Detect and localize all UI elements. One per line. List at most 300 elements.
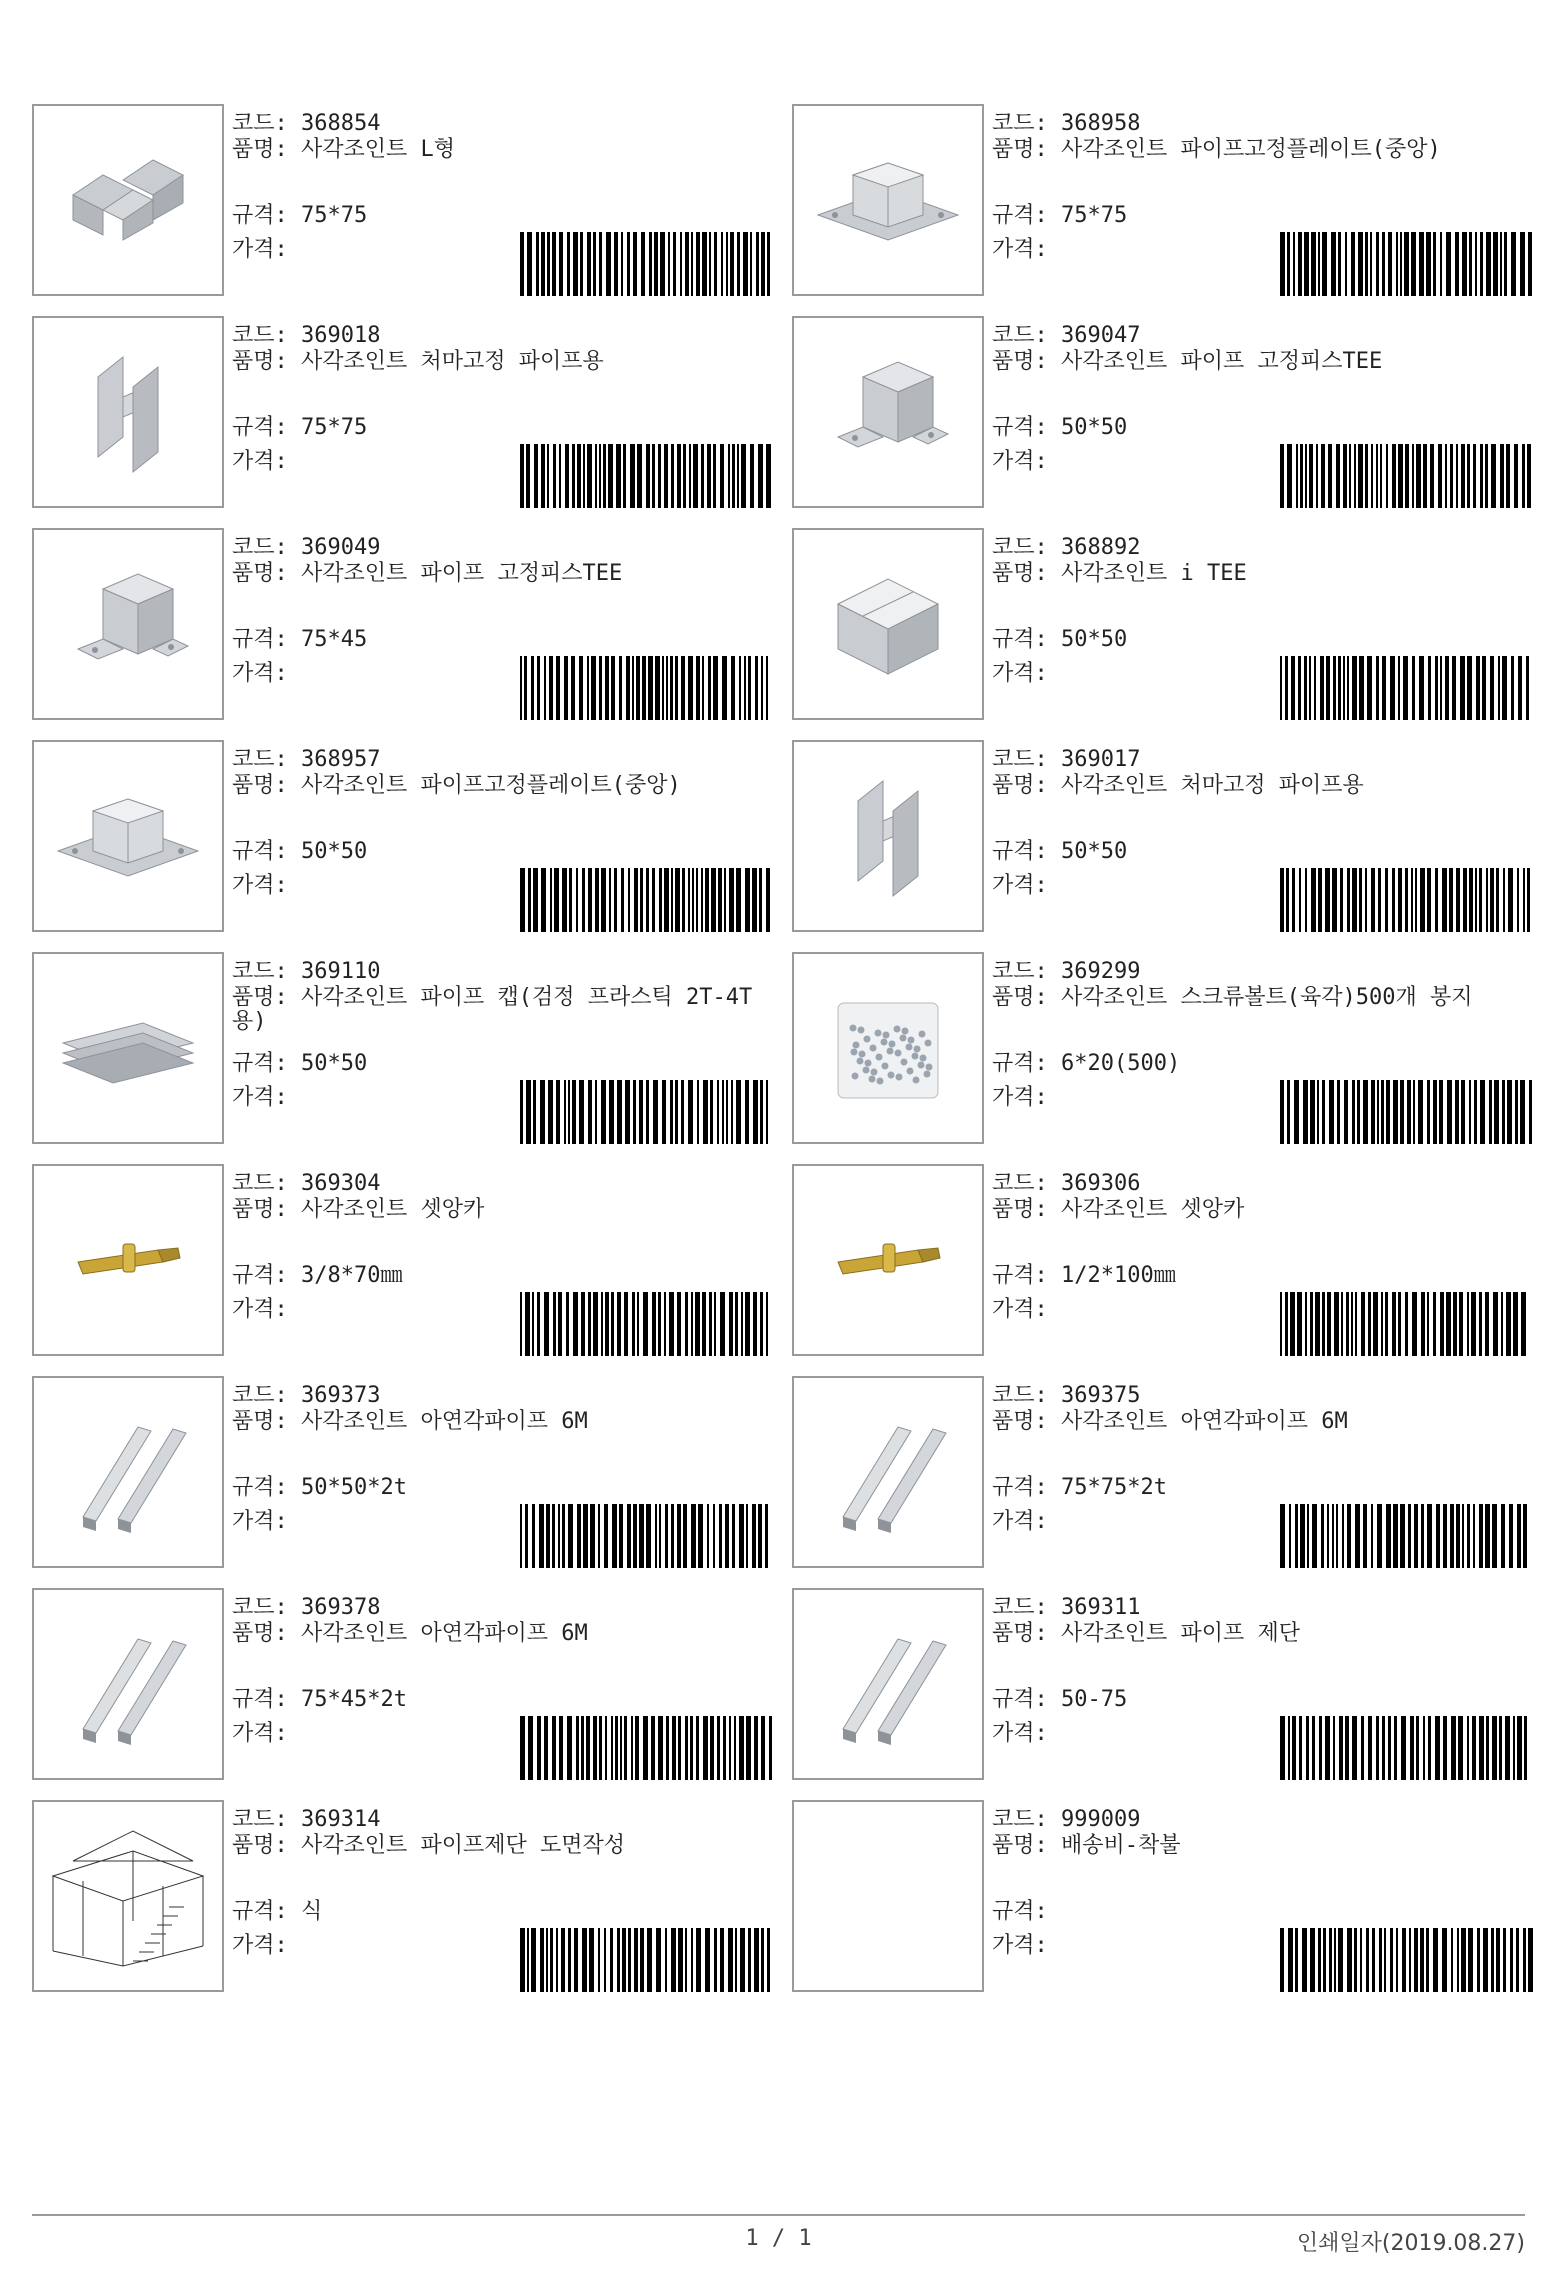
product-card (792, 1800, 1534, 1992)
barcode-bar (1317, 1080, 1319, 1144)
barcode-bar (1310, 1928, 1315, 1992)
barcode-bar (583, 444, 585, 508)
barcode-bar (1420, 868, 1425, 932)
barcode-bar (670, 1080, 673, 1144)
barcode-bar (702, 232, 707, 296)
barcode-bar (1504, 232, 1507, 296)
barcode-bar (717, 1716, 720, 1780)
barcode-bar (1515, 1080, 1518, 1144)
barcode-bar (577, 444, 581, 508)
barcode-bar (1463, 868, 1467, 932)
barcode-bar (1483, 1928, 1488, 1992)
page-number: 1 / 1 (745, 2226, 812, 2251)
barcode-bar (1398, 656, 1400, 720)
barcode (520, 868, 774, 932)
barcode-bar (615, 1716, 618, 1780)
barcode-bar (572, 1080, 576, 1144)
barcode-bar (1450, 444, 1453, 508)
product-price-line (992, 1084, 1048, 1112)
barcode-bar (540, 1928, 544, 1992)
barcode-bar (1421, 1292, 1425, 1356)
barcode-bar (1409, 1928, 1411, 1992)
barcode-bar (1355, 1504, 1360, 1568)
barcode-bar (1501, 1292, 1503, 1356)
product-name: 사각조인트 파이프고정플레이트(중앙) (301, 773, 681, 798)
barcode-bar (1523, 868, 1525, 932)
barcode-bar (627, 1504, 631, 1568)
barcode-bar (628, 1928, 631, 1992)
barcode-bar (1426, 232, 1431, 296)
barcode-bar (1316, 444, 1318, 508)
spec-label: 규격: (232, 1475, 288, 1500)
barcode-bar (1323, 1928, 1326, 1992)
product-price-line (232, 1296, 288, 1324)
product-spec: 3/8*70㎜ (301, 1263, 403, 1288)
barcode-bar (566, 1292, 569, 1356)
product-spec-line (232, 1898, 322, 1926)
barcode-bar (675, 656, 678, 720)
barcode-bar (1363, 1080, 1368, 1144)
barcode-bar (553, 444, 556, 508)
barcode-bar (720, 1928, 724, 1992)
product-price-line (232, 1932, 288, 1960)
barcode-bar (651, 1716, 655, 1780)
barcode-bar (656, 1928, 661, 1992)
product-name: 사각조인트 파이프제단 도면작성 (301, 1833, 626, 1858)
barcode-bar (1386, 1080, 1390, 1144)
barcode-bar (1479, 1292, 1482, 1356)
barcode-bar (1467, 1292, 1469, 1356)
barcode-bar (635, 1716, 639, 1780)
barcode-bar (752, 1504, 756, 1568)
barcode-bar (611, 656, 615, 720)
barcode-bar (601, 1292, 603, 1356)
barcode-bar (1411, 868, 1413, 932)
product-code-line (992, 1382, 1140, 1410)
barcode-bar (767, 232, 770, 296)
product-grid (32, 104, 1534, 1992)
barcode-bar (567, 232, 570, 296)
barcode-bar (1376, 444, 1378, 508)
frame-drawing-icon (43, 1821, 213, 1971)
barcode (1280, 1928, 1534, 1992)
product-spec-line (992, 202, 1127, 230)
barcode-bar (734, 1716, 736, 1780)
product-spec-line (992, 1898, 1048, 1926)
code-label: 코드: (232, 1171, 288, 1196)
barcode-bar (1435, 656, 1438, 720)
barcode-bar (662, 656, 664, 720)
barcode-bar (1500, 232, 1502, 296)
barcode-bar (677, 1292, 681, 1356)
barcode-bar (1522, 444, 1525, 508)
product-code: 369311 (1061, 1595, 1141, 1620)
product-spec: 50*50 (301, 839, 368, 864)
barcode-bar (702, 1292, 706, 1356)
barcode-bar (1427, 1080, 1430, 1144)
product-spec: 75*75 (301, 203, 368, 228)
barcode-bar (617, 1080, 622, 1144)
barcode-bar (766, 444, 771, 508)
barcode-bar (1526, 656, 1529, 720)
barcode-bar (1511, 232, 1516, 296)
barcode-bar (673, 232, 676, 296)
barcode-bar (1446, 232, 1451, 296)
barcode-bar (1311, 868, 1316, 932)
barcode-bar (702, 656, 704, 720)
barcode-bar (588, 1292, 591, 1356)
barcode-bar (643, 1292, 648, 1356)
product-spec-line (992, 1262, 1176, 1290)
barcode-bar (761, 1928, 764, 1992)
barcode-bar (1462, 232, 1467, 296)
barcode-bar (559, 232, 563, 296)
barcode-bar (1358, 232, 1363, 296)
barcode-bar (1480, 1080, 1485, 1144)
barcode-bar (541, 868, 546, 932)
barcode-bar (1490, 868, 1494, 932)
barcode-bar (558, 1504, 560, 1568)
barcode-bar (1400, 1080, 1404, 1144)
barcode-bar (520, 1080, 523, 1144)
barcode-bar (1440, 656, 1442, 720)
barcode-bar (1402, 1928, 1406, 1992)
barcode-bar (561, 1928, 565, 1992)
barcode-bar (1486, 232, 1491, 296)
barcode-bar (528, 1716, 533, 1780)
price-label: 가격: (232, 1721, 288, 1746)
code-label: 코드: (232, 1807, 288, 1832)
barcode-bar (1371, 1080, 1375, 1144)
barcode-bar (728, 444, 730, 508)
product-spec-line (232, 1474, 407, 1502)
barcode-bar (1480, 232, 1483, 296)
barcode-bar (655, 656, 660, 720)
barcode-bar (682, 868, 685, 932)
product-code: 368957 (301, 747, 381, 772)
barcode-bar (1516, 1928, 1519, 1992)
barcode-bar (524, 656, 527, 720)
barcode-bar (550, 1928, 553, 1992)
barcode-bar (1503, 868, 1505, 932)
barcode-bar (1371, 868, 1375, 932)
product-card (32, 1376, 774, 1568)
barcode-bar (1400, 232, 1402, 296)
barcode-bar (605, 656, 609, 720)
anchor-bolt-icon (68, 1230, 188, 1290)
barcode-bar (1435, 1716, 1440, 1780)
barcode-bar (1346, 1292, 1349, 1356)
barcode-bar (729, 1292, 733, 1356)
barcode-bar (1310, 1292, 1313, 1356)
barcode-bar (769, 1716, 772, 1780)
barcode-bar (1336, 1504, 1338, 1568)
spec-label: 규격: (232, 839, 288, 864)
barcode-bar (520, 1504, 522, 1568)
barcode-bar (593, 232, 596, 296)
barcode (1280, 1716, 1534, 1780)
barcode-bar (741, 444, 746, 508)
eaves-bracket-icon (78, 342, 178, 482)
code-label: 코드: (232, 1383, 288, 1408)
barcode-bar (1408, 1504, 1411, 1568)
barcode-bar (614, 232, 618, 296)
barcode-bar (572, 444, 575, 508)
barcode-bar (603, 444, 606, 508)
product-name: 사각조인트 스크류볼트(육각)500개 봉지 (1061, 985, 1473, 1010)
barcode-bar (1412, 656, 1415, 720)
barcode-bar (526, 1080, 531, 1144)
barcode-bar (680, 232, 682, 296)
product-code: 369306 (1061, 1171, 1141, 1196)
spec-label: 규격: (232, 415, 288, 440)
product-spec: 75*75*2t (1061, 1475, 1167, 1500)
barcode-bar (1451, 1716, 1456, 1780)
product-thumbnail (792, 1588, 984, 1780)
barcode-bar (1322, 1080, 1325, 1144)
price-label: 가격: (992, 449, 1048, 474)
barcode-bar (595, 1080, 597, 1144)
barcode-bar (565, 444, 569, 508)
barcode-bar (605, 1716, 607, 1780)
product-price-line (992, 660, 1048, 688)
barcode-bar (708, 656, 711, 720)
barcode-bar (714, 1928, 717, 1992)
barcode-bar (556, 656, 560, 720)
code-label: 코드: (992, 1383, 1048, 1408)
barcode-bar (761, 232, 765, 296)
barcode-bar (1328, 444, 1332, 508)
barcode-bar (1447, 1080, 1452, 1144)
barcode-bar (1462, 1504, 1464, 1568)
barcode-bar (1286, 868, 1289, 932)
barcode-bar (1440, 1292, 1444, 1356)
barcode-bar (666, 1716, 669, 1780)
barcode-bar (746, 1504, 748, 1568)
barcode-bar (756, 232, 759, 296)
barcode-bar (1467, 656, 1472, 720)
code-label: 코드: (992, 1171, 1048, 1196)
barcode-bar (1318, 1928, 1321, 1992)
barcode-bar (587, 232, 591, 296)
barcode-bar (671, 1504, 674, 1568)
barcode-bar (598, 1928, 600, 1992)
barcode-bar (526, 444, 530, 508)
name-label: 품명: (232, 1409, 288, 1434)
barcode-bar (1412, 1292, 1417, 1356)
barcode-bar (604, 1928, 606, 1992)
barcode-bar (665, 1504, 668, 1568)
product-name-line (232, 562, 772, 586)
barcode-bar (1299, 1716, 1302, 1780)
product-code-line (232, 110, 380, 138)
barcode-bar (1365, 444, 1368, 508)
barcode-bar (1485, 444, 1488, 508)
barcode-bar (1302, 1928, 1307, 1992)
barcode-bar (1445, 444, 1447, 508)
barcode-bar (553, 1292, 556, 1356)
barcode-bar (760, 1292, 763, 1356)
barcode (520, 444, 774, 508)
barcode-bar (714, 232, 717, 296)
barcode-bar (586, 1716, 590, 1780)
barcode-bar (1310, 1080, 1315, 1144)
barcode-bar (696, 232, 700, 296)
barcode-bar (722, 1080, 724, 1144)
barcode-bar (1280, 656, 1282, 720)
product-spec: 50*50 (1061, 415, 1128, 440)
barcode-bar (755, 656, 758, 720)
barcode-bar (548, 1080, 553, 1144)
barcode-bar (587, 444, 592, 508)
barcode (520, 1292, 774, 1356)
product-spec-line (992, 1050, 1180, 1078)
barcode-bar (1499, 1716, 1502, 1780)
barcode-bar (582, 868, 585, 932)
product-code-line (232, 958, 380, 986)
barcode-bar (1461, 1928, 1466, 1992)
barcode-bar (691, 1504, 696, 1568)
barcode-bar (1469, 868, 1473, 932)
barcode-bar (601, 1080, 606, 1144)
barcode-bar (1355, 1292, 1357, 1356)
barcode-bar (1445, 656, 1449, 720)
barcode-bar (1467, 1716, 1469, 1780)
barcode-bar (739, 1504, 744, 1568)
barcode-bar (765, 1504, 768, 1568)
barcode-bar (1299, 868, 1301, 932)
barcode-bar (1505, 1716, 1510, 1780)
product-thumbnail (792, 952, 984, 1144)
barcode-bar (1455, 1080, 1459, 1144)
product-code: 369049 (301, 535, 381, 560)
name-label: 품명: (232, 773, 288, 798)
barcode-bar (703, 1716, 708, 1780)
barcode-bar (1509, 1504, 1513, 1568)
product-name: 배송비-착불 (1061, 1833, 1181, 1858)
barcode-bar (698, 1504, 703, 1568)
barcode-bar (1336, 444, 1340, 508)
barcode-bar (595, 868, 599, 932)
barcode-bar (1396, 1928, 1398, 1992)
barcode-bar (625, 1080, 630, 1144)
barcode-bar (1373, 1292, 1378, 1356)
barcode-bar (1390, 1928, 1393, 1992)
product-code-line (232, 1806, 380, 1834)
barcode-bar (1385, 868, 1388, 932)
barcode-bar (1318, 868, 1322, 932)
price-label: 가격: (232, 1297, 288, 1322)
barcode-bar (1407, 1080, 1411, 1144)
spec-label: 규격: (232, 627, 288, 652)
barcode-bar (609, 1080, 614, 1144)
barcode-bar (619, 1504, 623, 1568)
barcode-bar (1347, 656, 1349, 720)
barcode-bar (1507, 1080, 1512, 1144)
code-label: 코드: (992, 959, 1048, 984)
barcode-bar (534, 444, 538, 508)
price-label: 가격: (232, 237, 288, 262)
barcode-bar (685, 232, 689, 296)
product-code-line (992, 110, 1140, 138)
barcode-bar (1528, 1928, 1533, 1992)
barcode-bar (520, 1716, 525, 1780)
barcode-bar (1305, 868, 1307, 932)
barcode-bar (1295, 1504, 1298, 1568)
barcode-bar (599, 444, 601, 508)
barcode-bar (604, 1504, 608, 1568)
price-label: 가격: (992, 237, 1048, 262)
barcode-bar (1517, 868, 1519, 932)
barcode-bar (606, 232, 611, 296)
product-spec-line (232, 414, 367, 442)
price-label: 가격: (232, 1933, 288, 1958)
barcode-bar (1288, 1928, 1293, 1992)
barcode-bar (695, 1292, 700, 1356)
product-thumbnail (32, 316, 224, 508)
name-label: 품명: (232, 349, 288, 374)
product-card (32, 316, 774, 508)
product-name: 사각조인트 i TEE (1061, 561, 1247, 586)
barcode-bar (621, 868, 624, 932)
barcode-bar (552, 1716, 556, 1780)
name-label: 품명: (232, 1833, 288, 1858)
product-spec-line (992, 1686, 1127, 1714)
product-card (792, 1164, 1534, 1356)
barcode-bar (1343, 656, 1345, 720)
barcode-bar (1518, 656, 1522, 720)
product-thumbnail (32, 1588, 224, 1780)
barcode-bar (552, 232, 556, 296)
barcode (1280, 444, 1534, 508)
barcode-bar (1292, 868, 1295, 932)
barcode-bar (748, 1928, 751, 1992)
barcode-bar (520, 656, 522, 720)
barcode-bar (1361, 1716, 1364, 1780)
barcode-bar (581, 1716, 584, 1780)
barcode-bar (1440, 232, 1442, 296)
barcode-bar (1293, 232, 1295, 296)
barcode-bar (528, 868, 531, 932)
barcode-bar (1508, 868, 1513, 932)
barcode-bar (624, 1716, 627, 1780)
name-label: 품명: (232, 985, 288, 1010)
barcode-bar (540, 1080, 545, 1144)
barcode-bar (1280, 1080, 1284, 1144)
barcode-bar (532, 1504, 535, 1568)
product-code: 369373 (301, 1383, 381, 1408)
barcode-bar (1376, 232, 1379, 296)
barcode-bar (1319, 1716, 1322, 1780)
barcode-bar (736, 1080, 741, 1144)
barcode-bar (1321, 1504, 1324, 1568)
barcode-bar (1347, 868, 1350, 932)
barcode-bar (675, 868, 680, 932)
product-spec: 75*45 (301, 627, 368, 652)
barcode-bar (614, 868, 617, 932)
barcode-bar (533, 868, 538, 932)
barcode-bar (1494, 1080, 1499, 1144)
barcode-bar (677, 444, 681, 508)
barcode-bar (556, 1928, 558, 1992)
barcode-bar (1511, 656, 1514, 720)
barcode-bar (649, 232, 652, 296)
barcode-bar (1456, 444, 1458, 508)
barcode-bar (1312, 1716, 1315, 1780)
barcode-bar (668, 232, 670, 296)
barcode-bar (1446, 1292, 1451, 1356)
barcode-bar (1510, 1928, 1513, 1992)
